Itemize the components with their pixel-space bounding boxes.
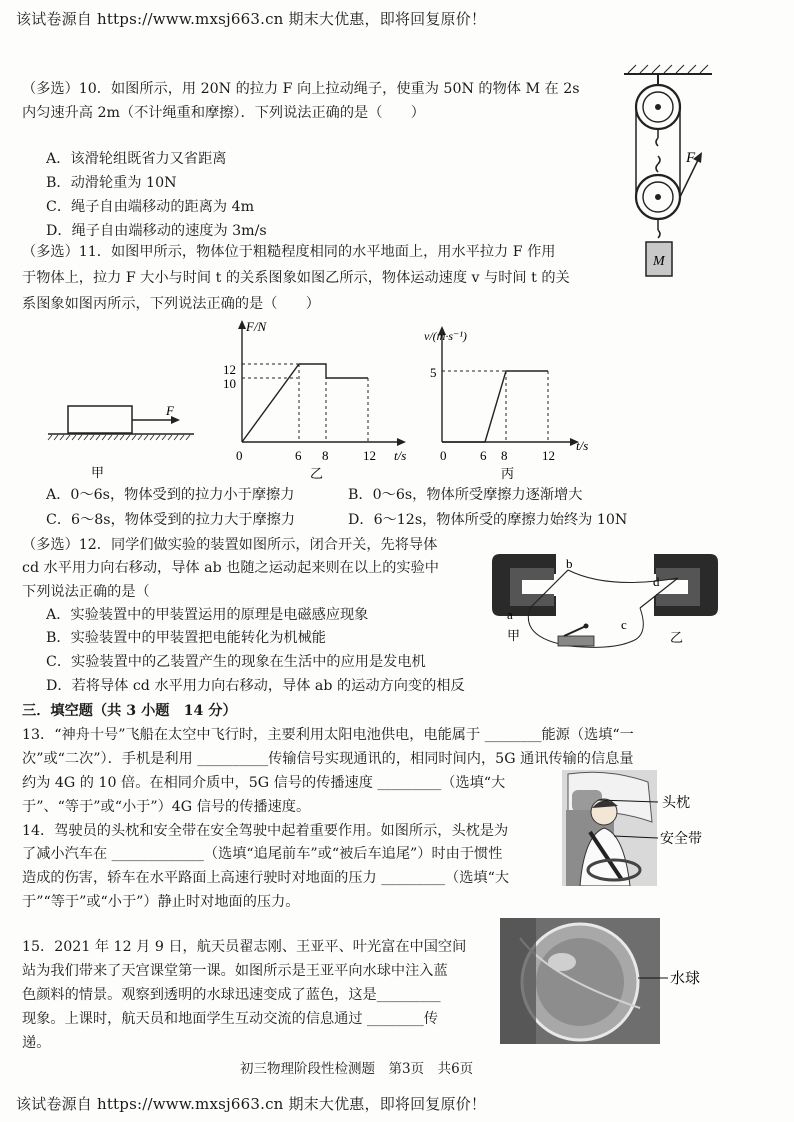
section3-heading: 三．填空题（共 3 小题 14 分） xyxy=(22,703,237,719)
q11-option-a: A．0～6s，物体受到的拉力小于摩擦力 xyxy=(46,487,295,503)
yi-force-curve xyxy=(242,364,368,442)
q11-option-c: C．6～8s，物体受到的拉力大于摩擦力 xyxy=(46,512,296,528)
watermark-top: 该试卷源自 https://www.mxsj663.cn 期末大优惠，即将回复原价！ xyxy=(16,10,487,28)
yi-xlabel: t/s xyxy=(394,448,407,463)
bing-ytick-5: 5 xyxy=(430,365,437,380)
q13-line1: 13．“神舟十号”飞船在太空中飞行时，主要利用太阳电池供电，电能属于 ________能源（选填“一 xyxy=(22,727,634,743)
q13-line3: 约为 4G 的 10 倍。在相同介质中，5G 信号的传播速度 _________（选填“大 xyxy=(22,775,506,791)
switch-icon[interactable] xyxy=(558,624,594,647)
seatbelt-label: 安全带 xyxy=(660,831,702,847)
mass-block xyxy=(646,242,672,276)
q15-line1: 15．2021 年 12 月 9 日，航天员翟志刚、王亚平、叶光富在中国空间 xyxy=(22,939,467,955)
yi-xtick-12: 12 xyxy=(363,448,376,463)
magnet-yi-icon xyxy=(654,554,718,616)
q14-line4: 于”“等于”或“小于”）静止时对地面的压力。 xyxy=(22,894,300,910)
q14-line3: 造成的伤害，轿车在水平路面上高速行驶时对地面的压力 _________（选填“大 xyxy=(22,870,510,886)
q12-option-a: A．实验装置中的甲装置运用的原理是电磁感应现象 xyxy=(46,607,369,623)
q11-option-b: B．0～6s，物体所受摩擦力逐渐增大 xyxy=(348,487,583,503)
fig-bing-graph xyxy=(424,318,614,480)
q10-line1: （多选）10．如图所示，用 20N 的拉力 F 向上拉动绳子，使重为 50N 的物体 M 在 2s xyxy=(22,81,580,97)
q11-line3: 系图象如图丙所示，下列说法正确的是（ ） xyxy=(22,296,320,312)
q12-line3: 下列说法正确的是（ xyxy=(22,584,150,600)
q10-option-c: C．绳子自由端移动的距离为 4m xyxy=(46,199,255,215)
yi-ylabel: F/N xyxy=(246,319,267,334)
q12-option-b: B．实验装置中的甲装置把电能转化为机械能 xyxy=(46,630,326,646)
yi-origin: 0 xyxy=(236,448,243,463)
block-shape xyxy=(68,406,132,433)
yi-ytick-10: 10 xyxy=(223,376,236,391)
pulley-system-figure xyxy=(616,62,726,284)
label-a: a xyxy=(507,607,513,622)
yi-ytick-12: 12 xyxy=(223,362,236,377)
page-footer: 初三物理阶段性检测题 第3页 共6页 xyxy=(240,1061,474,1077)
q12-option-c: C．实验装置中的乙装置产生的现象在生活中的应用是发电机 xyxy=(46,654,426,670)
water-ball-photo xyxy=(500,918,710,1044)
watermark-bottom: 该试卷源自 https://www.mxsj663.cn 期末大优惠，即将回复原价！ xyxy=(16,1095,487,1113)
label-c: c xyxy=(621,617,627,632)
bing-velocity-curve xyxy=(442,371,548,442)
q10-line2: 内匀速升高 2m（不计绳重和摩擦）．下列说法正确的是（ ） xyxy=(22,105,425,121)
q13-line4: 于”、“等于”或“小于”）4G 信号的传播速度。 xyxy=(22,799,311,815)
bing-xtick-8: 8 xyxy=(501,448,508,463)
q13-line2: 次”或“二次”）．手机是利用 __________传输信号实现通讯的，相同时间内，5G 通讯传输的信息量 xyxy=(22,751,634,767)
q11-line2: 于物体上，拉力 F 大小与时间 t 的关系图象如图乙所示，物体运动速度 v 与时间 t 的关 xyxy=(22,270,570,286)
fig-yi-graph xyxy=(214,318,410,480)
yi-xtick-6: 6 xyxy=(295,448,302,463)
q14-line1: 14．驾驶员的头枕和安全带在安全驾驶中起着重要作用。如图所示，头枕是为 xyxy=(22,823,509,839)
bing-caption: 丙 xyxy=(501,467,515,480)
moving-pulley-icon xyxy=(636,156,680,238)
q10-option-d: D．绳子自由端移动的速度为 3m/s xyxy=(46,223,267,239)
bing-ylabel: v/(m·s⁻¹) xyxy=(424,329,467,343)
q12-option-d: D．若将导体 cd 水平用力向右移动，导体 ab 的运动方向变的相反 xyxy=(46,678,465,694)
fig-jia xyxy=(44,395,204,485)
bing-xlabel: t/s xyxy=(576,438,589,453)
electromagnet-apparatus-figure xyxy=(490,538,720,658)
headrest-label: 头枕 xyxy=(662,795,690,811)
jia-force-label: F xyxy=(166,403,174,418)
label-yi: 乙 xyxy=(670,631,684,646)
jia-caption: 甲 xyxy=(91,466,105,481)
fixed-pulley-icon xyxy=(636,74,680,146)
mass-label: M xyxy=(653,254,665,269)
bing-xtick-6: 6 xyxy=(480,448,487,463)
ceiling-icon xyxy=(624,65,712,74)
q12-line1: （多选）12．同学们做实验的装置如图所示，闭合开关，先将导体 xyxy=(22,537,438,553)
q15-line4: 现象。上课时，航天员和地面学生互动交流的信息通过 ________传 xyxy=(22,1011,438,1027)
label-b: b xyxy=(566,556,573,571)
driver-seat-figure xyxy=(562,770,722,886)
bing-xtick-12: 12 xyxy=(542,448,555,463)
label-d: d xyxy=(653,574,660,589)
yi-xtick-8: 8 xyxy=(322,448,329,463)
bing-origin: 0 xyxy=(440,448,447,463)
q15-line5: 递。 xyxy=(22,1035,51,1051)
yi-caption: 乙 xyxy=(310,467,324,480)
magnet-jia-icon xyxy=(492,554,556,616)
q11-line1: （多选）11．如图甲所示，物体位于粗糙程度相同的水平地面上，用水平拉力 F 作用 xyxy=(22,244,556,260)
water-ball-label: 水球 xyxy=(670,969,701,987)
q10-option-a: A．该滑轮组既省力又省距离 xyxy=(46,151,227,167)
q14-line2: 了减小汽车在 _____________（选填“追尾前车”或“被后车追尾”）时由于惯性 xyxy=(22,846,503,862)
q15-line3: 色颜料的情景。观察到透明的水球迅速变成了蓝色，这是_________ xyxy=(22,987,441,1003)
yi-guide-lines xyxy=(242,364,368,442)
q11-option-d: D．6～12s，物体所受的摩擦力始终为 10N xyxy=(348,512,628,528)
q10-option-b: B．动滑轮重为 10N xyxy=(46,175,177,191)
label-jia: 甲 xyxy=(507,629,521,644)
force-label: F xyxy=(686,150,696,166)
q12-line2: cd 水平用力向右移动，导体 ab 也随之运动起来则在以上的实验中 xyxy=(22,560,439,576)
q15-line2: 站为我们带来了天宫课堂第一课。如图所示是王亚平向水球中注入蓝 xyxy=(22,963,448,979)
